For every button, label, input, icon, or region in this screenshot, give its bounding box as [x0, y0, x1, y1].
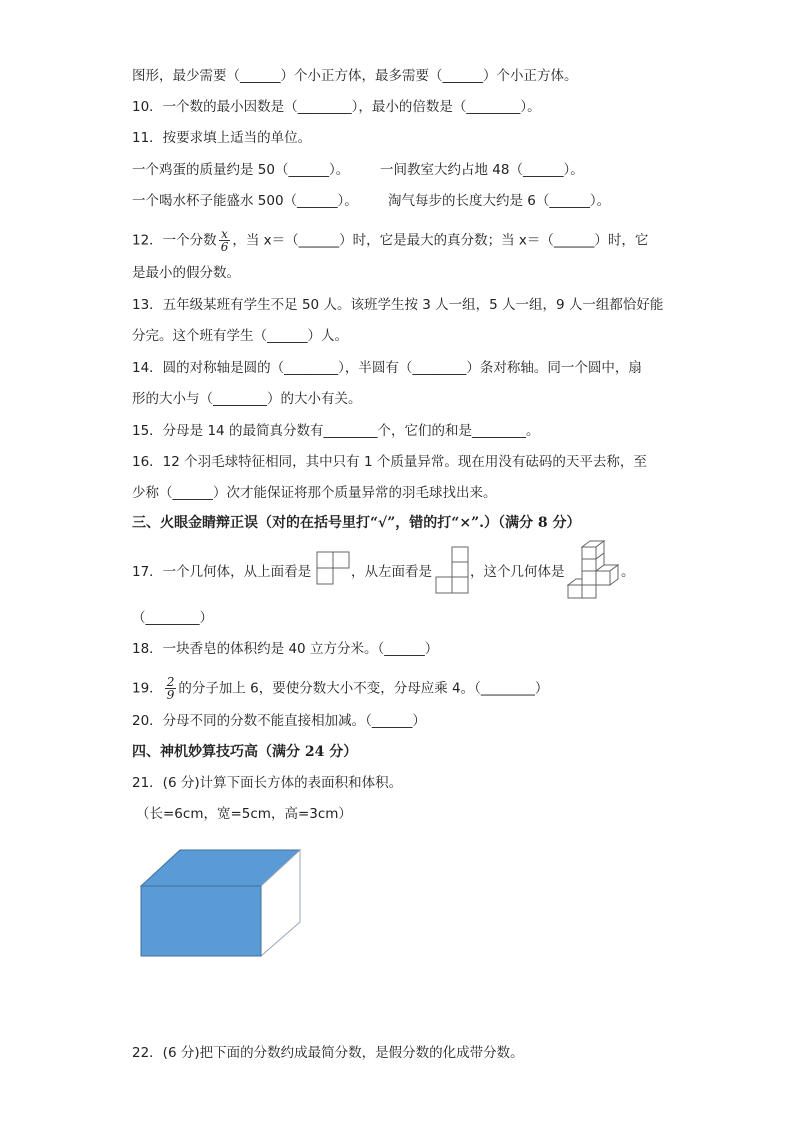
q11-cup: 一个喝水杯子能盛水 500（______）。 — [132, 193, 358, 209]
q12-continuation: 是最小的假分数。 — [132, 265, 240, 281]
q17-b: ，从左面看是 — [351, 564, 432, 580]
cuboid-front-face — [141, 886, 261, 956]
q19-fraction — [165, 676, 177, 701]
q14-continuation: 形的大小与（________）的大小有关。 — [132, 391, 362, 407]
q11: 11．按要求填上适当的单位。 — [132, 130, 312, 146]
q22: 22．(6 分)把下面的分数约成最简分数，是假分数的化成带分数。 — [132, 1045, 524, 1061]
q11-classroom: 一间教室大约占地 48（______）。 — [380, 162, 584, 178]
q13: 13．五年级某班有学生不足 50 人。该班学生按 3 人一组，5 人一组，9 人一组都恰好能 — [132, 297, 664, 313]
q21: 21．(6 分)计算下面长方体的表面积和体积。 — [132, 775, 403, 791]
q13-continuation: 分完。这个班有学生（______）人。 — [132, 328, 348, 344]
q16-continuation: 少称（______）次才能保证将那个质量异常的羽毛球找出来。 — [132, 485, 497, 501]
top-view-figure — [316, 551, 350, 585]
q12-numerator: x — [221, 227, 228, 241]
q15: 15．分母是 14 的最简真分数有________个，它们的和是________。 — [132, 423, 540, 439]
q12-text-b: ，当 x＝（______）时，它是最大的真分数；当 x＝（______）时，它 — [232, 232, 649, 249]
q21-dimensions: （长=6cm，宽=5cm，高=3cm） — [136, 806, 352, 822]
q12-denominator: 6 — [220, 240, 229, 254]
q14: 14．圆的对称轴是圆的（________），半圆有（________）条对称轴。同一个圆中，扇 — [132, 360, 642, 376]
q12 — [132, 228, 648, 253]
q18: 18．一块香皂的体积约是 40 立方分米。（______） — [132, 641, 439, 657]
q19-text-a: 19． — [132, 680, 163, 697]
q19-text-b: 的分子加上 6，要使分数大小不变，分母应乘 4。（________） — [178, 680, 549, 697]
q17-d: 。 — [621, 564, 635, 580]
q12-fraction — [219, 228, 231, 253]
q11-step: 淘气每步的长度大约是 6（______）。 — [388, 193, 611, 209]
q20: 20．分母不同的分数不能直接相加减。（______） — [132, 713, 426, 729]
q19 — [132, 676, 548, 701]
q12-text-a: 12．一个分数 — [132, 232, 217, 249]
q19-numerator: 2 — [166, 675, 175, 689]
q11-egg: 一个鸡蛋的质量约是 50（______）。 — [132, 162, 350, 178]
q19-denominator: 9 — [166, 688, 175, 702]
section-4-heading: 四、神机妙算技巧高（满分 24 分） — [132, 744, 358, 760]
cuboid-figure — [138, 848, 304, 958]
q10: 10．一个数的最小因数是（________），最小的倍数是（________）。 — [132, 99, 541, 115]
q16: 16．12 个羽毛球特征相同，其中只有 1 个质量异常。现在用没有砝码的天平去称，至 — [132, 454, 647, 470]
left-view-figure — [435, 546, 469, 594]
q17-a: 17．一个几何体，从上面看是 — [132, 564, 312, 580]
q17-c: ，这个几何体是 — [470, 564, 565, 580]
q17-answer: （________） — [132, 610, 213, 626]
solid-figure — [566, 539, 620, 599]
q9-continuation: 图形，最少需要（______）个小正方体，最多需要（______）个小正方体。 — [132, 68, 578, 84]
section-3-heading: 三、火眼金睛辩正误（对的在括号里打“√”，错的打“×”.）（满分 8 分） — [132, 515, 581, 531]
